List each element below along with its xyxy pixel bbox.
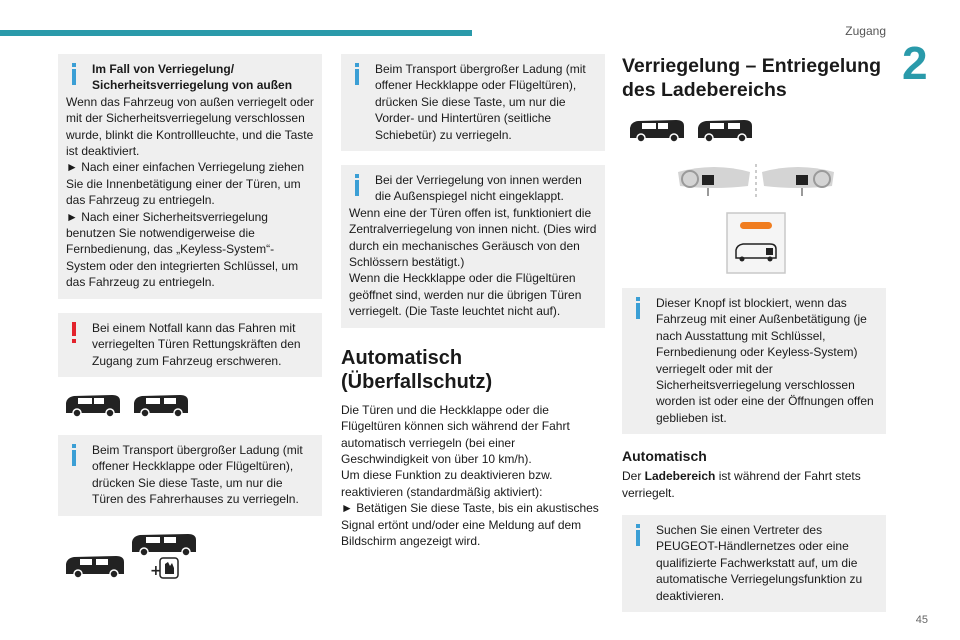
info-box-paragraph: Wenn die Heckklappe oder die Flügeltüren geöffnet sind, werden nur die übrigen Türen verriegelt. (Die Taste leuchtet nicht auf).: [349, 271, 582, 319]
info-box-external-lock: [58, 54, 322, 299]
info-box-paragraph: Wenn das Fahrzeug von außen verriegelt oder mit der Sicherheitsverriegelung verschlossen wurde, blinkt die Kontrollleuchte, und die Taste ist deaktiviert.: [66, 94, 314, 159]
body-paragraph: Der Ladebereich ist während der Fahrt stets verriegelt.: [622, 469, 861, 500]
info-icon: [70, 63, 78, 85]
info-box-oversized-load-sliding: [341, 54, 605, 151]
van-icon: [628, 116, 686, 144]
subsection-heading: Automatisch: [622, 448, 707, 465]
info-text: Dieser Knopf ist blockiert, wenn das Fahrzeug mit einer Außenbetätigung (je nach Ausstattung mit Schlüssel, Fernbedienung oder Keyless-System) verriegelt oder mit der Sicherheitsverriegelung verschlossen worden ist oder eine der Öffnungen offen geblieben ist.: [656, 296, 874, 425]
bold-term: Ladebereich: [644, 469, 716, 484]
info-text: Beim Transport übergroßer Ladung (mit offener Heckklappe oder Flügeltüren), drücken Sie diese Taste, um nur die Türen des Fahrerhauses zu verriegeln.: [92, 442, 303, 507]
van-icon: [62, 530, 202, 580]
info-text: Beim Transport übergroßer Ladung (mit offener Heckklappe oder Flügeltüren), drücken Sie diese Taste, um nur die Vorder- und Hintertüren (seitliche Schiebetür) zu verriegeln.: [375, 62, 586, 142]
steering-wheel-icon: [674, 160, 838, 204]
load-area-lock-button-illustration: [726, 212, 886, 274]
body-step: ► Betätigen Sie diese Taste, bis ein akustisches Signal ertönt und/oder eine Meldung auf dem Bildschirm angezeigt wird.: [341, 501, 599, 548]
info-icon: [353, 63, 361, 85]
column-2: [341, 54, 605, 549]
steering-wheel-illustration: [674, 160, 886, 204]
info-box-title: Im Fall von Verriegelung/ Sicherheitsverriegelung von außen: [92, 62, 293, 93]
info-box-button-blocked: [622, 288, 886, 434]
section-heading: Automatisch (Überfallschutz): [341, 346, 493, 393]
info-icon: [634, 524, 642, 546]
van-with-hand-illustration: [62, 530, 322, 580]
info-text: Suchen Sie einen Vertreter des PEUGEOT-Händlernetzes oder eine qualifizierte Fachwerkstatt auf, um die automatische Verriegelungsfunktion zu deaktivieren.: [656, 523, 863, 603]
body-paragraph: Um diese Funktion zu deaktivieren bzw. reaktivieren (standardmäßig aktiviert):: [341, 468, 553, 499]
chapter-number: 2: [902, 37, 928, 89]
info-icon: [70, 444, 78, 466]
info-box-step: ► Nach einer einfachen Verriegelung ziehen Sie die Innenbetätigung einer der Türen, um das Fahrzeug zu entriegeln.: [66, 160, 305, 208]
van-icon: [132, 391, 190, 419]
info-icon: [353, 174, 361, 196]
warning-icon: [70, 322, 78, 344]
warning-box-emergency: [58, 313, 322, 377]
info-box-lead: Bei der Verriegelung von innen werden die Außenspiegel nicht eingeklappt.: [375, 173, 582, 204]
info-box-dealer: [622, 515, 886, 612]
info-box-step: ► Nach einer Sicherheitsverriegelung benutzen Sie notwendigerweise die Fernbedienung, das „Keyless-System“-System oder den integrierten Schlüssel, um das Fahrzeug zu entriegeln.: [66, 209, 299, 290]
info-box-oversized-load-cab: [58, 435, 322, 516]
info-box-interior-lock: [341, 165, 605, 328]
warning-text: Bei einem Notfall kann das Fahren mit verriegelten Türen Rettungskräften den Zugang zum Fahrzeug erschweren.: [92, 320, 301, 368]
svg-text:+: +: [150, 562, 162, 579]
lock-button-icon: [726, 212, 786, 274]
page-number: 45: [915, 614, 928, 626]
van-icon: [696, 116, 754, 144]
header-accent-bar: [0, 30, 472, 36]
column-1: [58, 54, 322, 580]
info-icon: [634, 297, 642, 319]
van-icon: [64, 391, 122, 419]
section-heading: Verriegelung – Entriegelung des Ladebereichs: [622, 55, 881, 101]
info-box-paragraph: Wenn eine der Türen offen ist, funktioniert die Zentralverriegelung von innen nicht. (Dies wird durch ein mechanisches Geräusch von den Schlössern bestätigt.): [349, 205, 597, 270]
body-paragraph: Die Türen und die Heckklappe oder die Flügeltüren können sich während der Fahrt automatisch verriegeln (bei einer Geschwindigkeit von über 10 km/h).: [341, 402, 570, 466]
section-name: Zugang: [845, 24, 886, 38]
column-3: [622, 54, 886, 626]
van-illustration-pair: [64, 391, 322, 419]
van-illustration-pair: [628, 116, 886, 144]
